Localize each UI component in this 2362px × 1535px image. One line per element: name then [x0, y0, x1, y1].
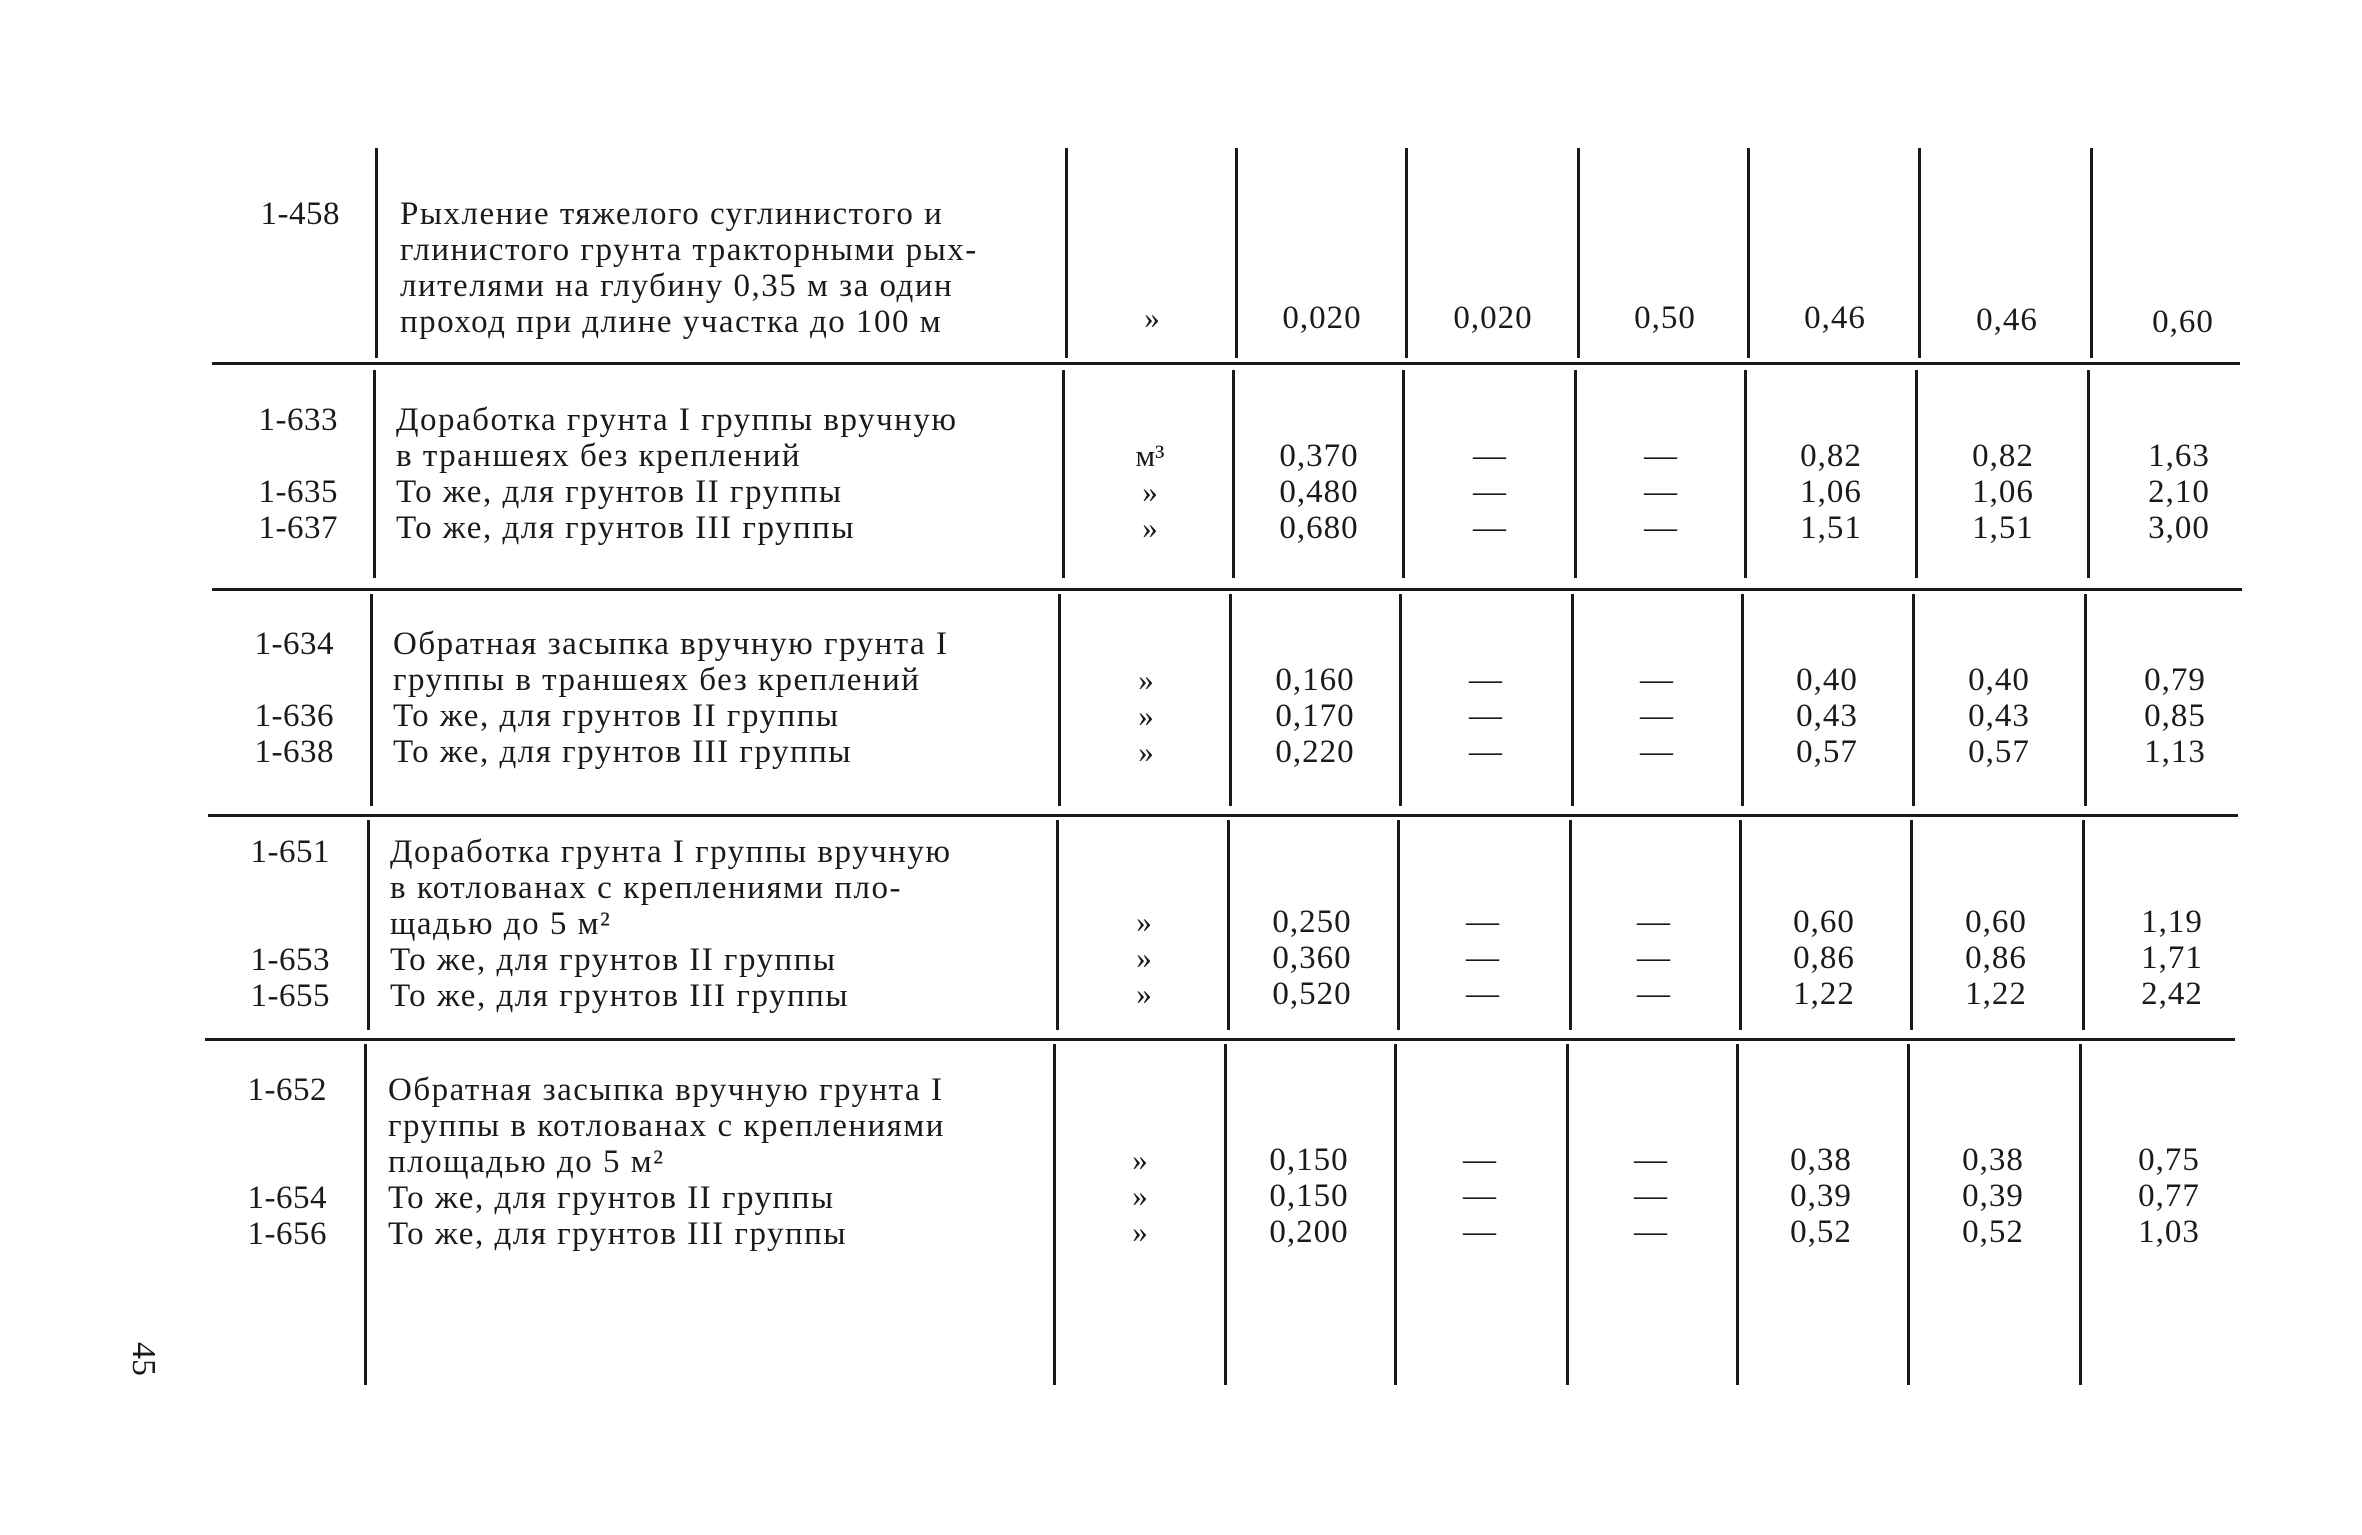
column-line [1232, 370, 1235, 578]
value-cell: — [1463, 1214, 1497, 1250]
column-line [2087, 370, 2090, 578]
value-cell: — [1469, 662, 1503, 698]
item-code: 1-458 [260, 196, 340, 232]
desc-line: То же, для грунтов II группы [393, 698, 840, 734]
value-cell: 0,50 [1634, 300, 1696, 336]
value-cell: 0,40 [1796, 662, 1858, 698]
value-cell: 0,680 [1279, 510, 1359, 546]
value-cell: 0,52 [1790, 1214, 1852, 1250]
desc-line: щадью до 5 м² [390, 906, 612, 942]
column-line [1056, 820, 1059, 1030]
column-line [373, 370, 376, 578]
column-line [1405, 148, 1408, 358]
value-cell: 0,43 [1796, 698, 1858, 734]
value-cell: — [1473, 438, 1507, 474]
item-code: 1-656 [247, 1216, 327, 1252]
column-line [1912, 594, 1915, 806]
value-cell: — [1644, 438, 1678, 474]
value-cell: 0,60 [2152, 304, 2214, 340]
value-cell: 1,06 [1972, 474, 2034, 510]
value-cell: — [1644, 474, 1678, 510]
value-cell: 0,370 [1279, 438, 1359, 474]
value-cell: 1,19 [2141, 904, 2203, 940]
value-cell: — [1637, 976, 1671, 1012]
column-line [1571, 594, 1574, 806]
value-cell: 0,82 [1972, 438, 2034, 474]
value-cell: 0,52 [1962, 1214, 2024, 1250]
value-cell: — [1473, 510, 1507, 546]
value-cell: — [1634, 1214, 1668, 1250]
value-cell: 1,22 [1793, 976, 1855, 1012]
value-cell: 3,00 [2148, 510, 2210, 546]
column-line [1739, 820, 1742, 1030]
column-line [2090, 148, 2093, 358]
value-cell: 0,86 [1793, 940, 1855, 976]
unit-cell: м³ [1135, 438, 1165, 473]
unit-cell: » [1132, 1214, 1148, 1249]
column-line [367, 820, 370, 1030]
item-description [388, 1072, 945, 1252]
desc-line: То же, для грунтов III группы [396, 510, 856, 546]
value-cell: 0,57 [1968, 734, 2030, 770]
value-cell: — [1637, 904, 1671, 940]
unit-cell: » [1142, 510, 1158, 545]
value-cell: — [1644, 510, 1678, 546]
desc-line: Доработка грунта I группы вручную [390, 834, 952, 870]
item-code: 1-638 [254, 734, 334, 770]
value-cell: 1,22 [1965, 976, 2027, 1012]
value-cell: — [1466, 940, 1500, 976]
column-line [1394, 1044, 1397, 1385]
unit-cell: » [1136, 904, 1152, 939]
unit-cell: » [1136, 976, 1152, 1011]
column-line [1747, 148, 1750, 358]
item-code: 1-633 [258, 402, 338, 438]
row-separator [205, 1038, 2235, 1041]
value-cell: 0,43 [1968, 698, 2030, 734]
column-line [1399, 594, 1402, 806]
column-line [1062, 370, 1065, 578]
value-cell: — [1469, 734, 1503, 770]
value-cell: 1,63 [2148, 438, 2210, 474]
value-cell: 0,39 [1790, 1178, 1852, 1214]
unit-cell: » [1136, 940, 1152, 975]
item-description [396, 402, 957, 546]
row-separator [212, 362, 2240, 365]
item-description [393, 626, 948, 770]
column-line [1907, 1044, 1910, 1385]
column-line [1229, 594, 1232, 806]
value-cell: 1,51 [1800, 510, 1862, 546]
value-cell: 0,82 [1800, 438, 1862, 474]
unit-cell: » [1138, 734, 1154, 769]
unit-cell: » [1132, 1178, 1148, 1213]
column-line [1402, 370, 1405, 578]
column-line [1227, 820, 1230, 1030]
desc-line: лителями на глубину 0,35 м за один [400, 268, 954, 304]
value-cell: 0,360 [1272, 940, 1352, 976]
desc-line: группы в траншеях без креплений [393, 662, 921, 698]
value-cell: — [1634, 1178, 1668, 1214]
item-description [400, 196, 1045, 340]
column-line [375, 148, 378, 358]
value-cell: 0,020 [1282, 300, 1362, 336]
value-cell: 0,38 [1790, 1142, 1852, 1178]
value-cell: 0,46 [1804, 300, 1866, 336]
desc-line: Обратная засыпка вручную грунта I [388, 1072, 944, 1108]
desc-line: в траншеях без креплений [396, 438, 802, 474]
column-line [1058, 594, 1061, 806]
row-separator [208, 814, 2238, 817]
item-code: 1-654 [247, 1180, 327, 1216]
item-code: 1-634 [254, 626, 334, 662]
value-cell: — [1466, 904, 1500, 940]
column-line [370, 594, 373, 806]
page-number: 45 [125, 1342, 162, 1376]
column-line [1744, 370, 1747, 578]
column-line [1577, 148, 1580, 358]
item-code: 1-651 [250, 834, 330, 870]
column-line [1574, 370, 1577, 578]
value-cell: 0,85 [2144, 698, 2206, 734]
value-cell: 0,39 [1962, 1178, 2024, 1214]
value-cell: — [1466, 976, 1500, 1012]
value-cell: 2,10 [2148, 474, 2210, 510]
item-code: 1-655 [250, 978, 330, 1014]
unit-cell: » [1144, 300, 1160, 335]
value-cell: — [1463, 1142, 1497, 1178]
desc-line: глинистого грунта тракторными рых- [400, 232, 978, 268]
column-line [2084, 594, 2087, 806]
value-cell: — [1634, 1142, 1668, 1178]
value-cell: — [1463, 1178, 1497, 1214]
value-cell: 0,75 [2138, 1142, 2200, 1178]
desc-line: Рыхление тяжелого суглинистого и [400, 196, 944, 232]
column-line [1566, 1044, 1569, 1385]
value-cell: 0,220 [1275, 734, 1355, 770]
item-code: 1-637 [258, 510, 338, 546]
desc-line: площадью до 5 м² [388, 1144, 665, 1180]
item-description [390, 834, 1035, 1014]
desc-line: То же, для грунтов II группы [388, 1180, 835, 1216]
value-cell: 1,03 [2138, 1214, 2200, 1250]
column-line [1397, 820, 1400, 1030]
value-cell: 0,520 [1272, 976, 1352, 1012]
column-line [1053, 1044, 1056, 1385]
value-cell: — [1473, 474, 1507, 510]
value-cell: 0,480 [1279, 474, 1359, 510]
value-cell: 0,40 [1968, 662, 2030, 698]
value-cell: 0,150 [1269, 1142, 1349, 1178]
column-line [1741, 594, 1744, 806]
unit-cell: » [1132, 1142, 1148, 1177]
column-line [1065, 148, 1068, 358]
item-code: 1-653 [250, 942, 330, 978]
desc-line: То же, для грунтов III группы [393, 734, 853, 770]
desc-line: То же, для грунтов III группы [390, 978, 850, 1014]
value-cell: 0,160 [1275, 662, 1355, 698]
item-code: 1-635 [258, 474, 338, 510]
value-cell: 0,020 [1453, 300, 1533, 336]
item-code: 1-652 [247, 1072, 327, 1108]
value-cell: — [1640, 662, 1674, 698]
value-cell: 0,150 [1269, 1178, 1349, 1214]
column-line [1224, 1044, 1227, 1385]
value-cell: 0,46 [1976, 302, 2038, 338]
value-cell: 0,60 [1793, 904, 1855, 940]
value-cell: 0,200 [1269, 1214, 1349, 1250]
value-cell: 1,06 [1800, 474, 1862, 510]
item-code: 1-636 [254, 698, 334, 734]
value-cell: 0,79 [2144, 662, 2206, 698]
column-line [364, 1044, 367, 1385]
unit-cell: » [1138, 698, 1154, 733]
value-cell: 0,77 [2138, 1178, 2200, 1214]
value-cell: — [1640, 698, 1674, 734]
column-line [1569, 820, 1572, 1030]
value-cell: 0,57 [1796, 734, 1858, 770]
value-cell: 0,86 [1965, 940, 2027, 976]
desc-line: в котлованах с креплениями пло- [390, 870, 902, 906]
value-cell: 0,250 [1272, 904, 1352, 940]
desc-line: проход при длине участка до 100 м [400, 304, 943, 340]
value-cell: 1,71 [2141, 940, 2203, 976]
column-line [1915, 370, 1918, 578]
column-line [1918, 148, 1921, 358]
unit-cell: » [1138, 662, 1154, 697]
column-line [2079, 1044, 2082, 1385]
desc-line: Обратная засыпка вручную грунта I [393, 626, 949, 662]
row-separator [212, 588, 2242, 591]
unit-cell: » [1142, 474, 1158, 509]
desc-line: То же, для грунтов III группы [388, 1216, 848, 1252]
value-cell: — [1469, 698, 1503, 734]
value-cell: 0,170 [1275, 698, 1355, 734]
value-cell: 1,51 [1972, 510, 2034, 546]
value-cell: 2,42 [2141, 976, 2203, 1012]
value-cell: — [1640, 734, 1674, 770]
column-line [1235, 148, 1238, 358]
column-line [1736, 1044, 1739, 1385]
column-line [2082, 820, 2085, 1030]
desc-line: Доработка грунта I группы вручную [396, 402, 958, 438]
desc-line: То же, для грунтов II группы [396, 474, 843, 510]
value-cell: 0,38 [1962, 1142, 2024, 1178]
value-cell: 0,60 [1965, 904, 2027, 940]
column-line [1910, 820, 1913, 1030]
desc-line: То же, для грунтов II группы [390, 942, 837, 978]
value-cell: — [1637, 940, 1671, 976]
value-cell: 1,13 [2144, 734, 2206, 770]
desc-line: группы в котлованах с креплениями [388, 1108, 945, 1144]
